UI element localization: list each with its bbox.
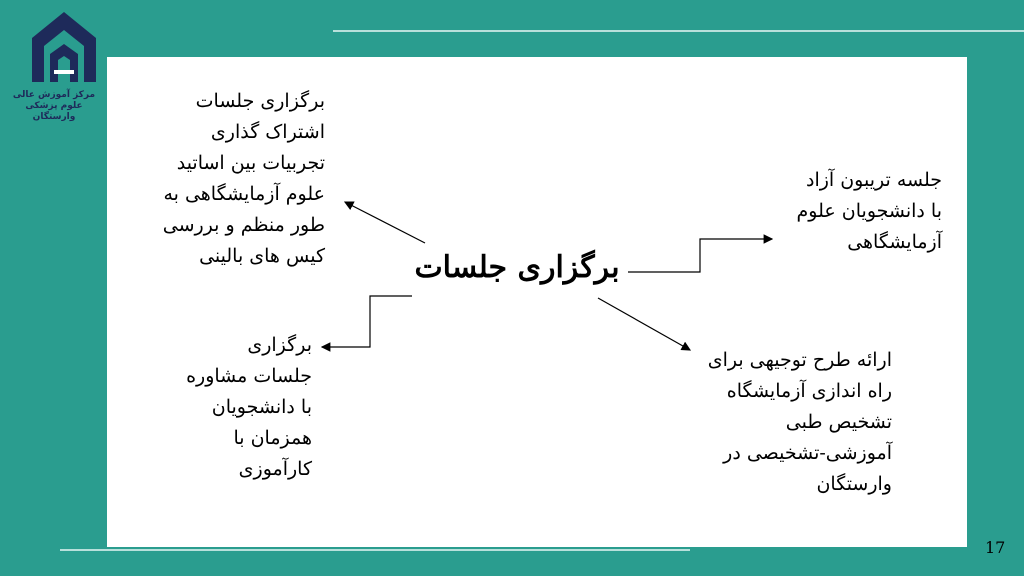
- logo-line-1: مرکز آموزش عالی: [12, 90, 96, 100]
- block-bottom-left: [186, 330, 312, 485]
- block-line: اشتراک گذاری: [210, 121, 325, 143]
- block-line: با دانشجویان علوم: [796, 200, 942, 222]
- block-line: طور منظم و بررسی: [162, 214, 325, 236]
- block-top-right: [770, 165, 942, 258]
- block-line: همزمان با: [233, 427, 312, 449]
- block-line: آزمایشگاهی: [847, 231, 942, 253]
- block-line: کارآموزی: [238, 458, 312, 480]
- logo-line-3: وارستگان: [32, 112, 76, 122]
- block-line: تشخیص طبی: [785, 411, 892, 433]
- arrow-to-bottom-left: [322, 296, 412, 347]
- arrow-to-top-right: [628, 239, 772, 272]
- arrow-to-bottom-right: [598, 298, 690, 350]
- block-line: وارستگان: [816, 473, 892, 495]
- arrow-to-top-left: [345, 202, 425, 243]
- block-line: راه اندازی آزمایشگاه: [726, 380, 892, 402]
- block-line: برگزاری: [247, 334, 312, 356]
- block-bottom-right: [690, 345, 892, 500]
- diagram-title: برگزاری جلسات: [414, 250, 620, 285]
- logo-line-2: علوم پزشکی: [25, 101, 83, 111]
- block-line: تجربیات بین اساتید: [176, 152, 325, 174]
- block-line: جلسه تریبون آزاد: [805, 169, 942, 191]
- block-line: آموزشی-تشخیصی در: [723, 442, 892, 464]
- block-line: جلسات مشاوره: [186, 365, 312, 387]
- block-line: ارائه طرح توجیهی برای: [707, 349, 892, 371]
- block-top-left: [162, 86, 325, 272]
- block-line: برگزاری جلسات: [195, 90, 325, 112]
- block-line: علوم آزمایشگاهی به: [163, 183, 325, 205]
- block-line: کیس های بالینی: [199, 245, 325, 267]
- page-number: 17: [985, 538, 1006, 557]
- block-line: با دانشجویان: [211, 396, 312, 418]
